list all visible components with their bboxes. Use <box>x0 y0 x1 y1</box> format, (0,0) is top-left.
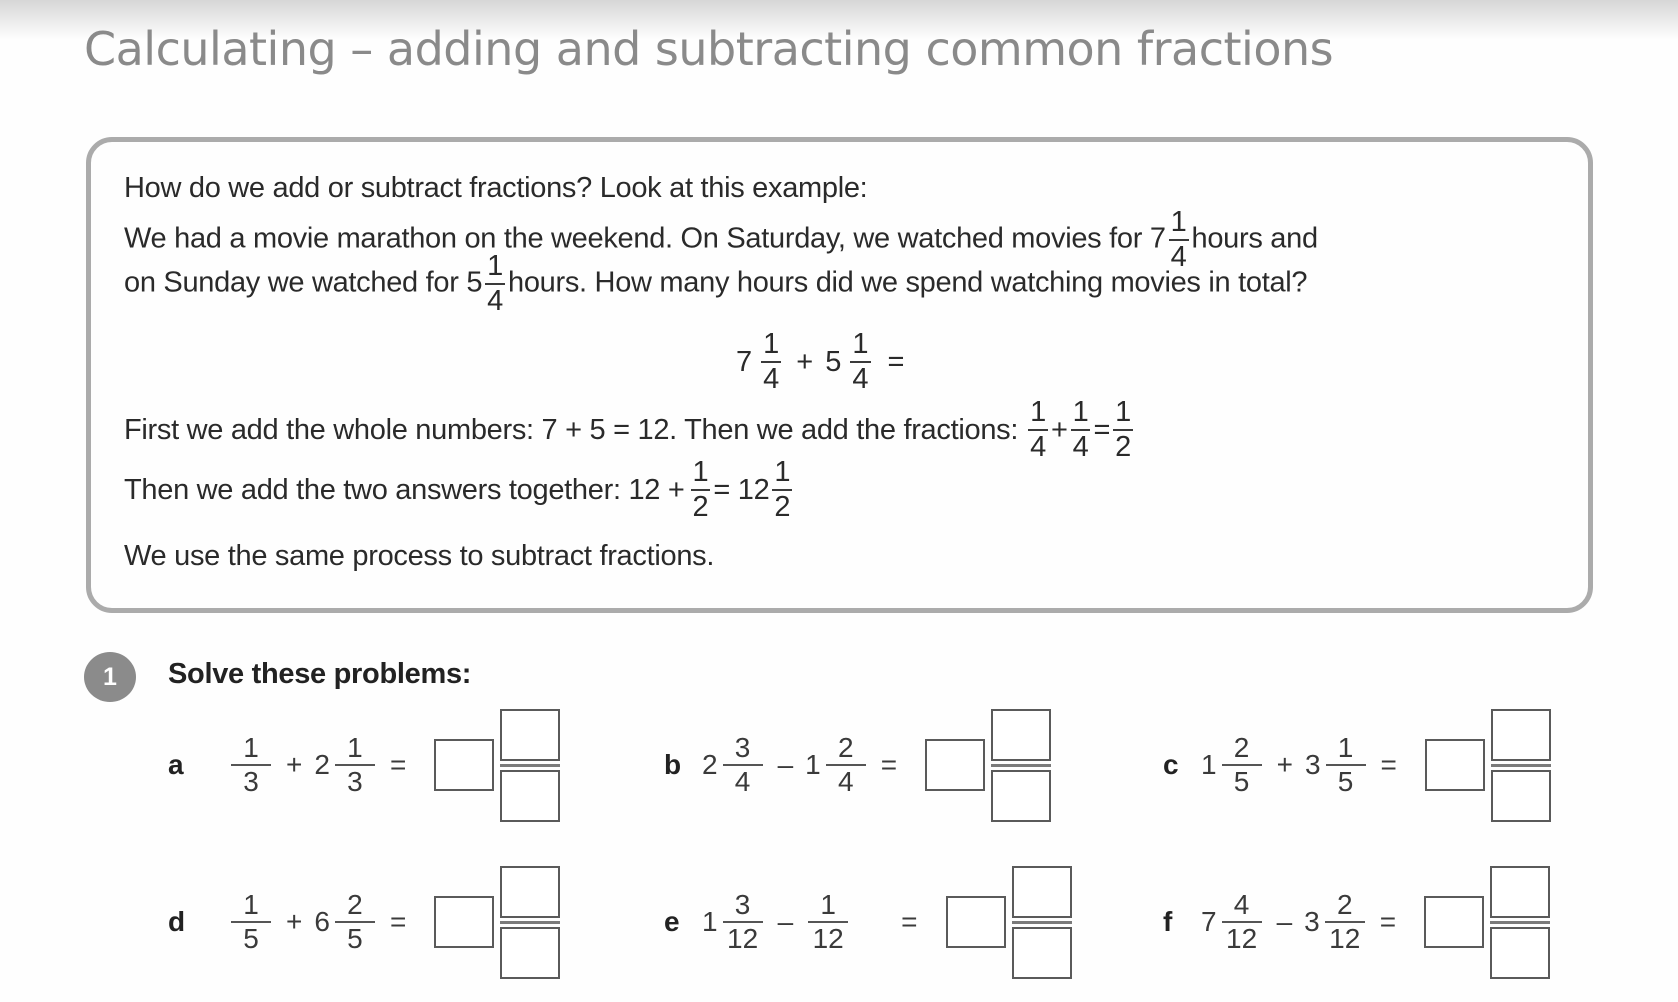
operator: – <box>777 749 794 780</box>
operator: + <box>796 345 814 378</box>
operator: + <box>286 906 303 937</box>
fraction: $\frac{1}{4}$ <box>487 250 503 317</box>
problem-letter: a <box>168 749 184 780</box>
answer-numerator-box[interactable] <box>1491 709 1551 761</box>
problem-f <box>1163 862 1550 982</box>
fraction-bar <box>991 764 1051 767</box>
answer-denominator-box[interactable] <box>1490 927 1550 979</box>
fraction: $\frac{1}{4}$ <box>763 328 780 395</box>
operator: – <box>1276 906 1293 937</box>
answer-numerator-box[interactable] <box>1490 866 1550 918</box>
question-prompt: Solve these problems: <box>168 658 472 690</box>
text: on Sunday we watched for 5 <box>124 266 483 299</box>
problem-e <box>664 862 1072 982</box>
problem-b <box>664 705 1051 825</box>
answer-whole-box[interactable] <box>434 896 494 948</box>
whole-number: 2 <box>314 749 330 780</box>
fraction: $\frac{2}{12}$ <box>1325 891 1365 953</box>
whole-number: 1 <box>805 749 821 780</box>
answer-fraction <box>1490 866 1550 979</box>
equals-sign: = <box>901 906 918 937</box>
whole-number: 1 <box>702 906 718 937</box>
answer-denominator-box[interactable] <box>991 770 1051 822</box>
answer-fraction <box>1012 866 1072 979</box>
fraction-bar <box>1012 921 1072 924</box>
fraction: $\frac{1}{3}$ <box>335 734 375 796</box>
operator: – <box>777 906 794 937</box>
fraction: $\frac{1}{4}$ <box>852 328 869 395</box>
fraction: $\frac{1}{4}$ <box>1170 206 1187 273</box>
operator: + <box>1276 749 1293 780</box>
problem-letter: d <box>168 906 186 937</box>
fraction: $\frac{2}{5}$ <box>1222 734 1262 796</box>
fraction: $\frac{1}{2}$ <box>692 456 709 523</box>
answer-whole-box[interactable] <box>1424 896 1484 948</box>
operator: + <box>286 749 303 780</box>
page-title: Calculating – adding and subtracting common fractions <box>84 22 1334 76</box>
whole-number: 3 <box>1304 906 1320 937</box>
question-number-badge: 1 <box>84 652 136 702</box>
answer-numerator-box[interactable] <box>500 866 560 918</box>
example-equation <box>736 330 904 394</box>
problem-letter: b <box>664 749 682 780</box>
answer-whole-box[interactable] <box>434 739 494 791</box>
text: First we add the whole numbers: 7 + 5 = 12. Then we add the fractions: <box>124 413 1019 446</box>
fraction-bar <box>500 921 560 924</box>
example-closing: We use the same process to subtract fractions. <box>124 540 715 572</box>
whole-number: 1 <box>1201 749 1217 780</box>
fraction-bar <box>500 764 560 767</box>
fraction: $\frac{2}{4}$ <box>826 734 866 796</box>
fraction: $\frac{1}{3}$ <box>231 734 271 796</box>
answer-fraction <box>991 709 1051 822</box>
whole-number: 7 <box>736 345 753 378</box>
answer-denominator-box[interactable] <box>500 927 560 979</box>
text: = 12 <box>713 473 770 506</box>
answer-numerator-box[interactable] <box>1012 866 1072 918</box>
answer-denominator-box[interactable] <box>1012 927 1072 979</box>
text: hours. How many hours did we spend watching movies in total? <box>508 266 1308 299</box>
example-intro: How do we add or subtract fractions? Look at this example: <box>124 172 868 204</box>
text: We had a movie marathon on the weekend. On Saturday, we watched movies for 7 <box>124 222 1166 255</box>
fraction: $\frac{3}{4}$ <box>723 734 763 796</box>
fraction-bar <box>1490 921 1550 924</box>
equals-sign: = <box>1379 906 1397 937</box>
fraction: $\frac{1}{4}$ <box>1072 396 1089 463</box>
example-step-2 <box>124 458 795 522</box>
text: hours and <box>1191 222 1318 255</box>
answer-whole-box[interactable] <box>1425 739 1485 791</box>
equals-sign: = <box>887 345 905 378</box>
answer-fraction <box>500 709 560 822</box>
fraction: $\frac{1}{4}$ <box>1030 396 1046 463</box>
fraction-bar <box>1491 764 1551 767</box>
answer-numerator-box[interactable] <box>991 709 1051 761</box>
equals-sign: = <box>880 749 898 780</box>
answer-denominator-box[interactable] <box>500 770 560 822</box>
whole-number: 3 <box>1304 749 1321 780</box>
operator: + <box>1050 413 1068 446</box>
fraction: $\frac{3}{12}$ <box>723 891 763 953</box>
problem-a <box>168 705 560 825</box>
fraction: $\frac{1}{5}$ <box>231 891 271 953</box>
answer-denominator-box[interactable] <box>1491 770 1551 822</box>
fraction: $\frac{1}{12}$ <box>808 891 848 953</box>
whole-number: 2 <box>702 749 718 780</box>
whole-number: 5 <box>825 345 842 378</box>
problem-d <box>168 862 560 982</box>
equals-sign: = <box>389 906 407 937</box>
problem-letter: f <box>1163 906 1173 937</box>
fraction: $\frac{2}{5}$ <box>335 891 375 953</box>
whole-number: 7 <box>1201 906 1217 937</box>
answer-numerator-box[interactable] <box>500 709 560 761</box>
problem-c <box>1163 705 1551 825</box>
problem-letter: e <box>664 906 680 937</box>
fraction: $\frac{1}{2}$ <box>1115 396 1131 463</box>
example-line-sunday <box>124 252 1307 316</box>
fraction: $\frac{1}{5}$ <box>1326 734 1366 796</box>
answer-whole-box[interactable] <box>925 739 985 791</box>
answer-fraction <box>1491 709 1551 822</box>
problem-letter: c <box>1163 749 1179 780</box>
example-step-1 <box>124 398 1136 462</box>
answer-fraction <box>500 866 560 979</box>
fraction: $\frac{4}{12}$ <box>1222 891 1262 953</box>
equals-sign: = <box>389 749 407 780</box>
whole-number: 6 <box>314 906 330 937</box>
answer-whole-box[interactable] <box>946 896 1006 948</box>
equals-sign: = <box>1380 749 1397 780</box>
text: Then we add the two answers together: 12 + <box>124 473 685 506</box>
fraction: $\frac{1}{2}$ <box>774 456 791 523</box>
equals-sign: = <box>1093 413 1111 446</box>
